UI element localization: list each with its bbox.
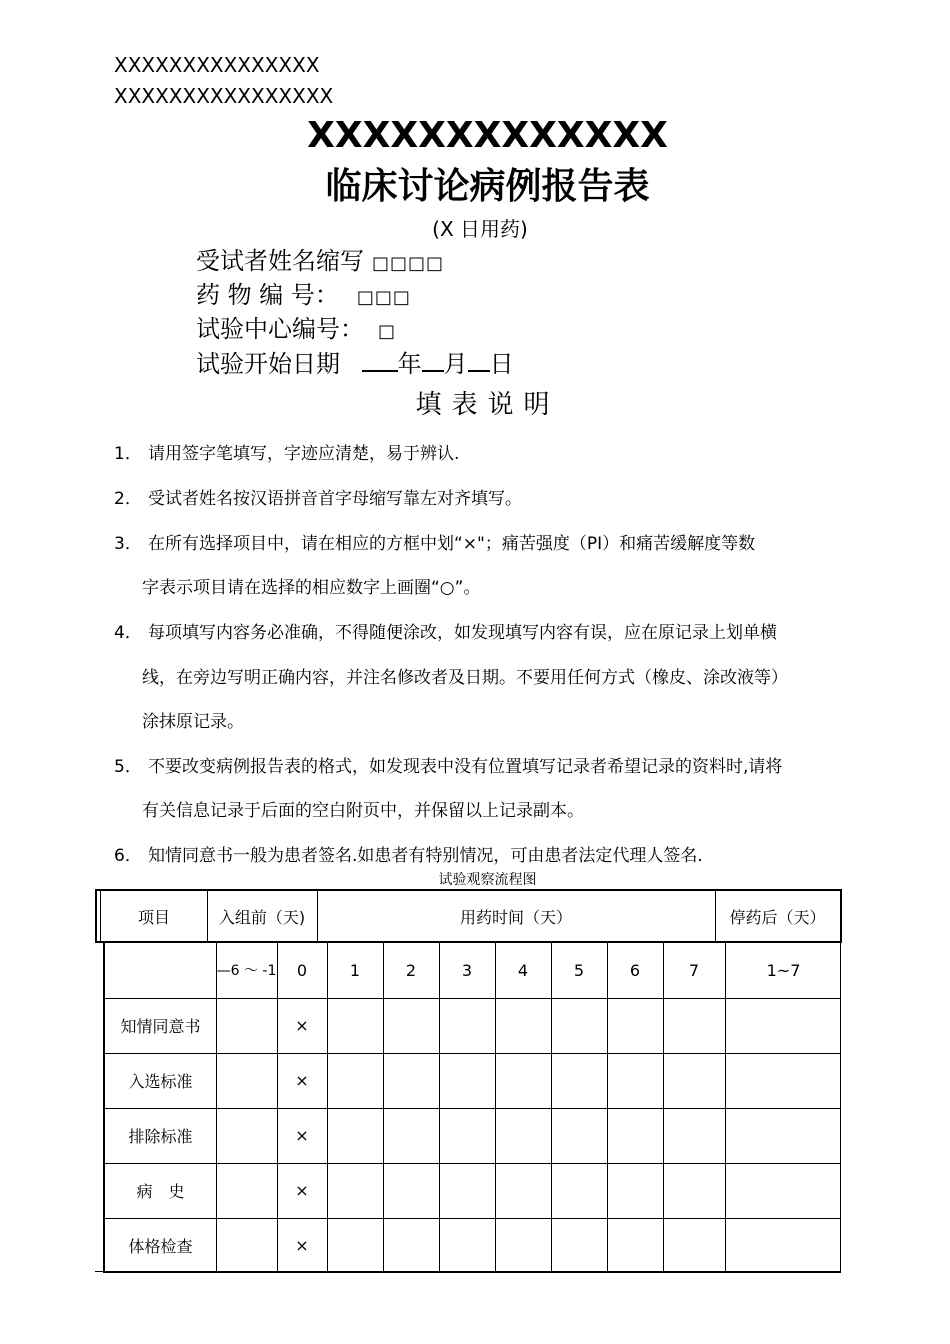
table-corner-stub — [95, 1271, 103, 1274]
schedule-cell[interactable] — [439, 998, 495, 1053]
schedule-cell[interactable] — [383, 1053, 439, 1108]
center-number-boxes[interactable]: □ — [378, 321, 397, 342]
instruction-text: 受试者姓名按汉语拼音首字母缩写靠左对齐填写。 — [148, 489, 522, 509]
day-column-header: 2 — [405, 961, 417, 980]
subject-initials-boxes[interactable]: □□□□ — [372, 253, 445, 274]
instruction-text: 不要改变病例报告表的格式，如发现表中没有位置填写记录者希望记录的资料时,请将 — [148, 757, 783, 777]
schedule-cell[interactable] — [216, 1218, 277, 1273]
day-column-header: —6 ～ -1 — [216, 962, 277, 979]
day-blank[interactable] — [468, 348, 490, 372]
schedule-cell[interactable] — [327, 1053, 383, 1108]
header-line-2: XXXXXXXXXXXXXXXX — [114, 84, 334, 108]
schedule-cell[interactable] — [327, 1218, 383, 1273]
start-date-field — [196, 348, 514, 379]
instruction-number: 2． — [114, 489, 142, 509]
schedule-cell[interactable] — [216, 998, 277, 1053]
subject-initials-field — [196, 246, 444, 279]
schedule-cell[interactable]: × — [295, 1016, 309, 1035]
center-number-field — [196, 314, 396, 347]
schedule-cell[interactable] — [725, 998, 842, 1053]
schedule-cell[interactable] — [327, 1108, 383, 1163]
instruction-text-continued: 涂抹原记录。 — [142, 712, 244, 732]
year-label: 年 — [397, 350, 422, 378]
drug-number-label: 药 物 编 号： — [196, 281, 339, 309]
header-dosing-period: 用药时间（天） — [459, 907, 572, 927]
drug-number-field — [196, 280, 411, 313]
start-date-label: 试验开始日期 — [196, 350, 340, 378]
instruction-item — [114, 488, 864, 510]
day-column-header: 7 — [688, 961, 700, 980]
schedule-cell[interactable] — [216, 1053, 277, 1108]
schedule-cell[interactable] — [663, 1163, 725, 1218]
instruction-text: 在所有选择项目中，请在相应的方框中划“×"；痛苦强度（PI）和痛苦缓解度等数 — [148, 534, 756, 554]
schedule-cell[interactable] — [216, 1108, 277, 1163]
instructions-title: 填表说明 — [415, 390, 560, 420]
schedule-cell[interactable] — [495, 998, 551, 1053]
instruction-number: 5． — [114, 757, 142, 777]
month-blank[interactable] — [422, 348, 444, 372]
schedule-cell[interactable] — [439, 1108, 495, 1163]
schedule-cell[interactable] — [551, 998, 607, 1053]
row-label: 排除标准 — [128, 1127, 193, 1146]
schedule-cell[interactable] — [607, 1108, 663, 1163]
day-column-header: 1 — [349, 961, 361, 980]
schedule-cell[interactable]: × — [295, 1071, 309, 1090]
instruction-number: 3． — [114, 534, 142, 554]
day-label: 日 — [489, 350, 514, 378]
instruction-text-continued: 有关信息记录于后面的空白附页中，并保留以上记录副本。 — [142, 801, 584, 821]
schedule-cell[interactable] — [495, 1053, 551, 1108]
main-title: XXXXXXXXXXXXX — [307, 115, 668, 156]
row-label: 病 史 — [136, 1182, 185, 1201]
schedule-cell[interactable] — [663, 1218, 725, 1273]
schedule-cell[interactable] — [551, 1163, 607, 1218]
subject-initials-label: 受试者姓名缩写 — [196, 247, 364, 275]
day-column-header: 0 — [296, 961, 308, 980]
schedule-cell[interactable] — [607, 1163, 663, 1218]
year-blank[interactable] — [362, 348, 398, 372]
schedule-cell[interactable] — [495, 1163, 551, 1218]
schedule-cell[interactable] — [439, 1218, 495, 1273]
header-item: 项目 — [137, 907, 170, 927]
day-column-header: 1~7 — [766, 961, 801, 980]
flowchart-header — [95, 889, 842, 943]
day-column-header: 3 — [461, 961, 473, 980]
drug-number-boxes[interactable]: □□□ — [356, 287, 411, 308]
header-pre-enrollment: 入组前（天) — [218, 907, 306, 927]
instruction-item — [114, 622, 864, 644]
day-column-header: 4 — [517, 961, 529, 980]
instruction-item — [114, 845, 864, 867]
schedule-cell[interactable]: × — [295, 1126, 309, 1145]
schedule-cell[interactable] — [216, 1163, 277, 1218]
schedule-cell[interactable] — [551, 1053, 607, 1108]
schedule-cell[interactable] — [439, 1053, 495, 1108]
instruction-text-continued: 字表示项目请在选择的相应数字上画圈“○”。 — [142, 578, 481, 598]
schedule-cell[interactable] — [607, 1053, 663, 1108]
instruction-text-continued: 线，在旁边写明正确内容，并注名修改者及日期。不要用任何方式（橡皮、涂改液等） — [142, 668, 788, 688]
schedule-cell[interactable] — [663, 998, 725, 1053]
flowchart-caption: 试验观察流程图 — [438, 872, 537, 888]
schedule-cell[interactable] — [383, 1108, 439, 1163]
instruction-text: 每项填写内容务必准确，不得随便涂改，如发现填写内容有误，应在原记录上划单横 — [148, 623, 777, 643]
schedule-cell[interactable] — [725, 1108, 842, 1163]
center-number-label: 试验中心编号： — [196, 315, 364, 343]
schedule-cell[interactable] — [439, 1163, 495, 1218]
schedule-cell[interactable]: × — [295, 1236, 309, 1255]
schedule-cell[interactable] — [495, 1108, 551, 1163]
schedule-cell[interactable] — [725, 1053, 842, 1108]
row-label: 入选标准 — [128, 1072, 193, 1091]
schedule-cell[interactable] — [383, 1218, 439, 1273]
instruction-number: 4． — [114, 623, 142, 643]
schedule-cell[interactable] — [383, 1163, 439, 1218]
form-title: 临床讨论病例报告表 — [325, 166, 650, 207]
schedule-cell[interactable] — [607, 998, 663, 1053]
schedule-cell[interactable] — [551, 1218, 607, 1273]
schedule-cell[interactable] — [725, 1218, 842, 1273]
form-subtitle: (X 日用药) — [432, 217, 528, 241]
schedule-cell[interactable] — [551, 1108, 607, 1163]
header-post-dosing: 停药后（天） — [729, 907, 826, 927]
schedule-cell[interactable] — [725, 1163, 842, 1218]
instruction-number: 1． — [114, 444, 142, 464]
schedule-cell[interactable] — [383, 998, 439, 1053]
schedule-cell[interactable] — [495, 1218, 551, 1273]
day-column-header: 6 — [629, 961, 641, 980]
day-column-header: 5 — [573, 961, 585, 980]
schedule-cell[interactable] — [327, 998, 383, 1053]
instruction-text: 知情同意书一般为患者签名.如患者有特别情况，可由患者法定代理人签名. — [148, 846, 703, 866]
row-label: 体格检查 — [128, 1237, 193, 1256]
month-label: 月 — [443, 350, 468, 378]
schedule-cell[interactable] — [663, 1053, 725, 1108]
header-line-1: XXXXXXXXXXXXXXX — [114, 53, 320, 77]
instruction-number: 6． — [114, 846, 142, 866]
schedule-cell[interactable]: × — [295, 1181, 309, 1200]
row-label: 知情同意书 — [120, 1017, 201, 1036]
instruction-item — [114, 443, 864, 465]
instruction-item — [114, 533, 864, 555]
flowchart-table — [103, 943, 841, 1273]
schedule-cell[interactable] — [607, 1218, 663, 1273]
instruction-text: 请用签字笔填写，字迹应清楚，易于辨认. — [148, 444, 460, 464]
schedule-cell[interactable] — [327, 1163, 383, 1218]
instruction-item — [114, 756, 864, 778]
schedule-cell[interactable] — [663, 1108, 725, 1163]
